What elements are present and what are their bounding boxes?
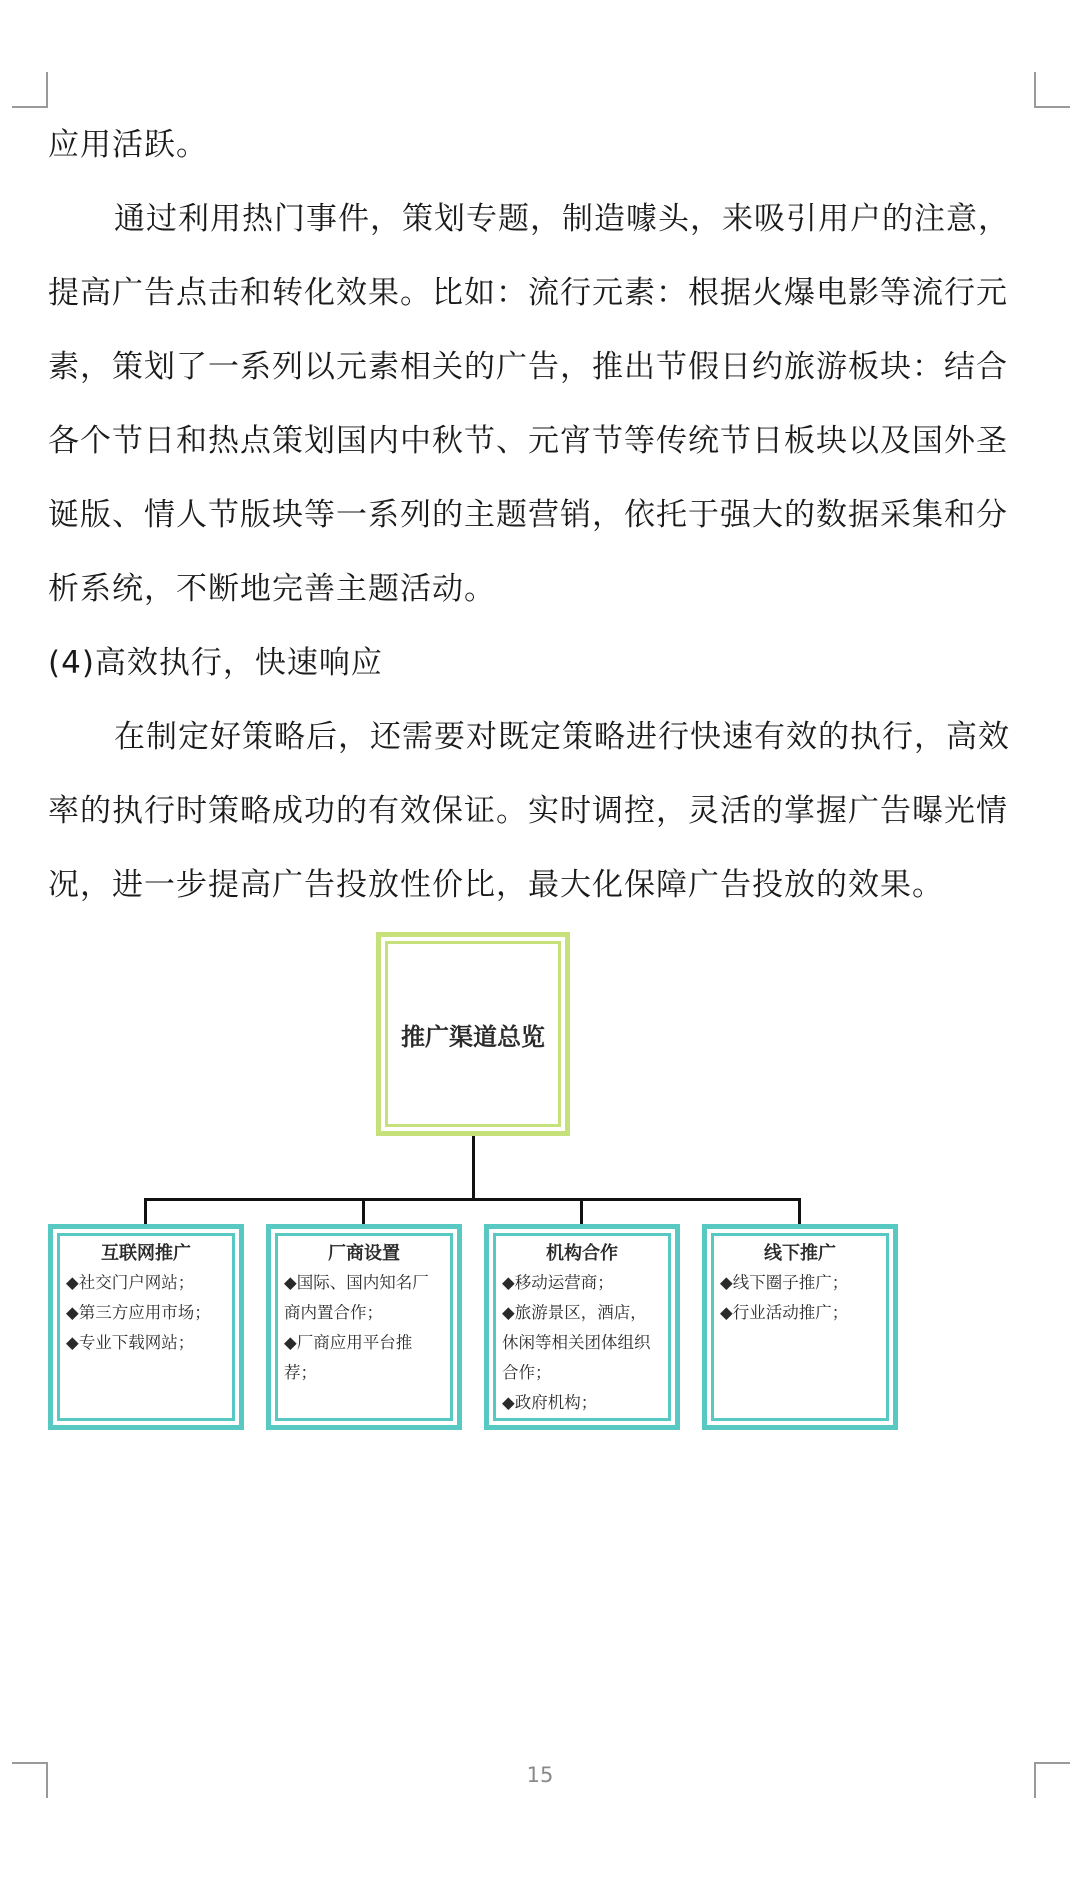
channel-item: ◆政府机构；: [502, 1393, 598, 1412]
channel-box-internet: [48, 1224, 244, 1430]
diagram-root-box: [376, 932, 570, 1136]
channel-title: 厂商设置: [328, 1243, 400, 1264]
channel-item: ◆厂商应用平台推荐；: [284, 1333, 413, 1382]
paragraph-3: 在制定好策略后，还需要对既定策略进行快速有效的执行，高效率的执行时策略成功的有效保证。实时调控，灵活的掌握广告曝光情况，进一步提高广告投放性价比，最大化保障广告投放的效果。: [48, 719, 1010, 903]
channel-title: 线下推广: [764, 1243, 836, 1264]
channel-title: 互联网推广: [101, 1243, 191, 1264]
channel-item: ◆社交门户网站；: [66, 1273, 195, 1292]
connector-drop-1: [144, 1198, 147, 1224]
crop-mark-top-left: [12, 72, 48, 108]
crop-mark-top-right: [1034, 72, 1070, 108]
channel-item: ◆旅游景区，酒店，休闲等相关团体组织合作；: [502, 1303, 651, 1382]
channel-item: ◆专业下载网站；: [66, 1333, 195, 1352]
connector-drop-4: [798, 1198, 801, 1224]
connector-drop-3: [580, 1198, 583, 1224]
channel-box-institution: [484, 1224, 680, 1430]
connector-trunk: [472, 1136, 475, 1200]
channel-item: ◆移动运营商；: [502, 1273, 614, 1292]
connector-horizontal: [144, 1198, 800, 1201]
channel-box-offline: [702, 1224, 898, 1430]
channel-title: 机构合作: [546, 1243, 618, 1264]
diagram-root-label: 推广渠道总览: [385, 941, 561, 1127]
channel-item: ◆国际、国内知名厂商内置合作；: [284, 1273, 429, 1322]
channel-item: ◆线下圈子推广；: [720, 1273, 849, 1292]
channel-item: ◆行业活动推广；: [720, 1303, 849, 1322]
body-text: [48, 108, 1032, 922]
channel-box-vendor: [266, 1224, 462, 1430]
channel-diagram: [48, 928, 908, 1438]
connector-drop-2: [362, 1198, 365, 1224]
channel-item: ◆第三方应用市场；: [66, 1303, 211, 1322]
section-heading: (4)高效执行，快速响应: [48, 645, 383, 681]
paragraph-1: 应用活跃。: [48, 127, 208, 163]
paragraph-2: 通过利用热门事件，策划专题，制造噱头，来吸引用户的注意，提高广告点击和转化效果。比如：流行元素：根据火爆电影等流行元素，策划了一系列以元素相关的广告，推出节假日约旅游板块：结合各个节日和热点策划国内中秋节、元宵节等传统节日板块以及国外圣诞版、情人节版块等一系列的主题营销，依托于强大的数据采集和分析系统，不断地完善主题活动。: [48, 201, 1010, 607]
page-number: 15: [526, 1763, 554, 1787]
